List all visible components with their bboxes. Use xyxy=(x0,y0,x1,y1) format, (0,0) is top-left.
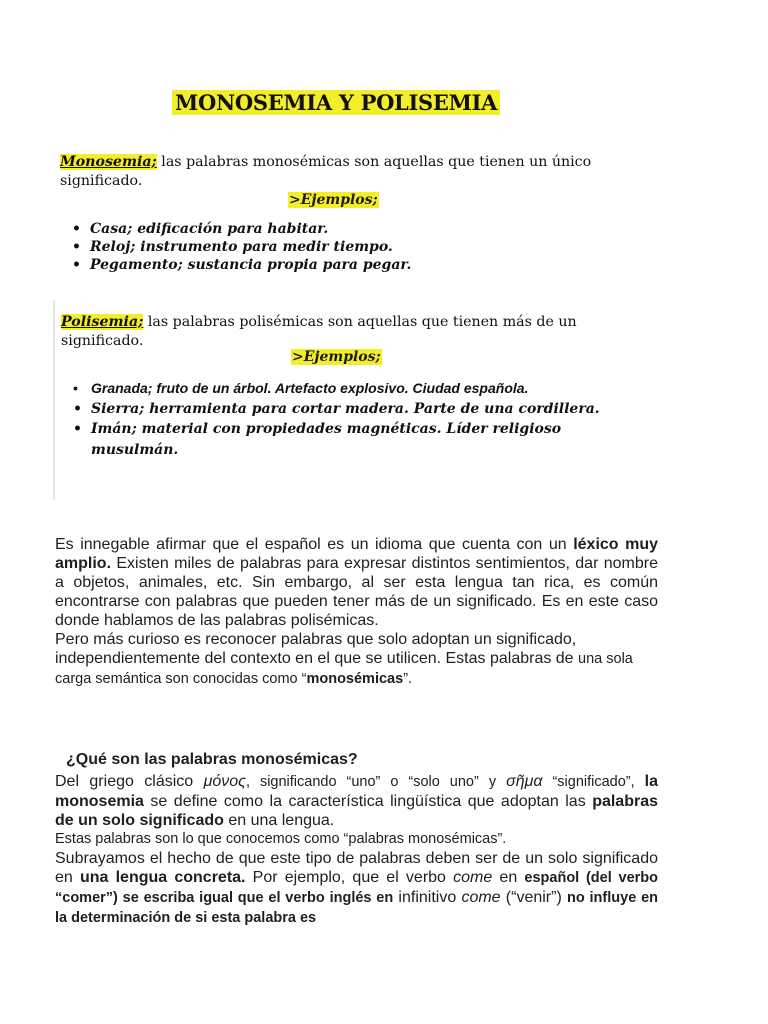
intro-text xyxy=(55,535,658,689)
page-title: MONOSEMIA Y POLISEMIA xyxy=(172,90,500,115)
intro-paragraph: Pero más curioso es reconocer palabras que solo adoptan un significado, independientemente del contexto en el que se utilicen. Estas palabras de una sola carga semántica son conocidas como “monosémicas”. xyxy=(55,631,633,687)
monosemia-definition: Monosemia; las palabras monosémicas son aquellas que tienen un único significado. xyxy=(60,154,592,189)
examples-heading: >Ejemplos; xyxy=(289,192,378,208)
section-heading: ¿Qué son las palabras monosémicas? xyxy=(66,751,358,768)
list-item: • Pegamento; sustancia propia para pegar. xyxy=(68,256,411,274)
intro-paragraph: Es innegable afirmar que el español es un idioma que cuenta con un léxico muy amplio. Existen miles de palabras para expresar distintos sentimientos, dar nombre a objetos, animales, etc. Sin embargo, al ser esta lengua tan rica, es común encontrarse con palabras que pueden tener más de un significado. Es en este caso donde hablamos de las palabras polisémicas. xyxy=(55,536,658,629)
section-paragraph: Subrayamos el hecho de que este tipo de palabras deben ser de un solo significado en una lengua concreta. Por ejemplo, que el verbo come en español (del verbo “comer”) se escriba igual que el verbo inglés en infinitivo come (“venir”) no influye en la determinación de si esta palabra es xyxy=(55,850,658,926)
section-text xyxy=(55,772,658,928)
section-paragraph: Del griego clásico μόνος, significando “uno” o “solo uno” y σῆμα “significado”, la monosemia se define como la característica lingüística que adoptan las palabras de un solo significado en una lengua. xyxy=(55,773,658,829)
list-item: • Casa; edificación para habitar. xyxy=(68,220,411,238)
lexico-emphasis: léxico muy amplio. xyxy=(55,536,658,572)
list-item: • Sierra; herramienta para cortar madera. Parte de una cordillera. xyxy=(69,399,603,420)
polisemia-definition: Polisemia; las palabras polisémicas son aquellas que tienen más de un significado. xyxy=(61,314,577,349)
list-item: • Granada; fruto de un árbol. Artefacto explosivo. Ciudad española. xyxy=(69,378,603,399)
monosemia-image xyxy=(54,80,602,280)
polisemia-examples-list xyxy=(69,378,603,460)
polisemia-image xyxy=(53,300,603,500)
monosemia-term: Monosemia; xyxy=(60,154,157,170)
list-item: • Reloj; instrumento para medir tiempo. xyxy=(68,238,411,256)
monosemia-examples-list xyxy=(68,220,411,274)
list-item: • Imán; material con propiedades magnéticas. Líder religioso musulmán. xyxy=(69,419,603,460)
polisemia-term: Polisemia; xyxy=(61,314,144,330)
examples-heading: >Ejemplos; xyxy=(292,349,381,365)
section-paragraph: Estas palabras son lo que conocemos como “palabras monosémicas”. xyxy=(55,831,507,847)
